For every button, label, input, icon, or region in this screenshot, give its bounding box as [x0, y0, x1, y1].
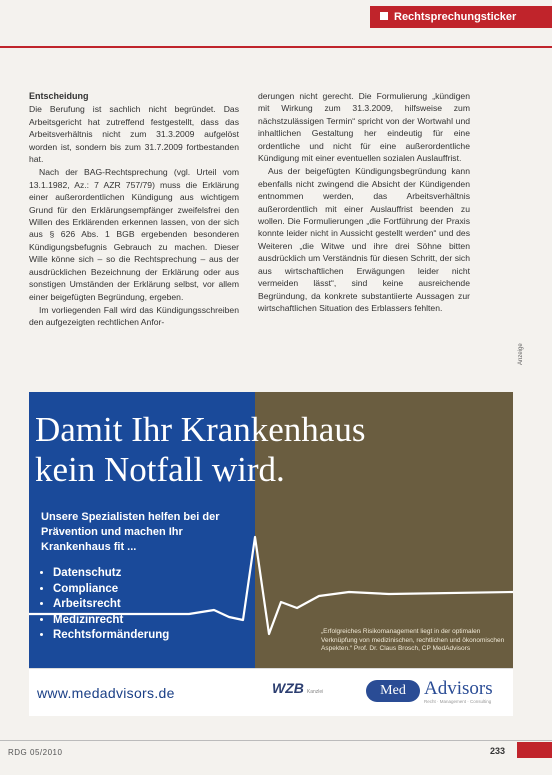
ad-quote: „Erfolgreiches Risikomanagement liegt in der optimalen Verknüpfung von medizinischen, rechtlichen und ökonomischen Aspekten.“ Prof. Dr. Claus Brosch, CP MedAdvisors: [321, 628, 505, 652]
issue-label: RDG 05/2010: [8, 748, 63, 757]
article-paragraph: Die Berufung ist sachlich nicht begründet. Das Arbeitsgericht hat zutreffend festgestellt, dass das Arbeitsverhältnis nicht zum 31.3.2009 aufgelöst worden ist, sondern bis zum 31.7.2009 fortbestanden hat.: [29, 104, 239, 165]
article-paragraph: Nach der BAG-Rechtsprechung (vgl. Urteil vom 13.1.1982, Az.: 7 AZR 757/79) muss die Erklärung einer außerordentlichen Kündigung aus wichtigem Grund für den Erklärungsempfänger zweifelsfrei den Willen des Erklärenden erkennen lassen, von der sich aus § 626 Abs. 1 BGB ergebenden besonderen Kündigungsbefugnis Gebrauch zu machen. Dieser Wille könne sich – so die Rechtsprechung – aus der ausdrücklichen Bezeichnung der Erklärung oder aus sonstigen Umständen der Erklärung selbst, vor allem einer beigefügten Begründung, ergeben.: [29, 167, 239, 302]
advertisement[interactable]: [29, 392, 513, 716]
brand-tagline: Recht · Management · Consulting: [424, 699, 492, 704]
wzb-logo-subtext: Kanzlei: [306, 689, 324, 695]
wzb-logo-text: WZB: [272, 680, 304, 696]
section-tag-label: Rechtsprechungsticker: [394, 11, 517, 23]
brand-pill: Med: [366, 680, 420, 702]
top-rule: [0, 46, 552, 48]
wzb-logo: [272, 680, 342, 704]
section-tag: [370, 6, 552, 28]
ad-service-item: • Datenschutz: [53, 566, 169, 582]
ad-headline: [29, 410, 513, 490]
article-paragraph: derungen nicht gerecht. Die Formulierung „kündigen mit Wirkung zum 31.3.2009, hilfsweise zum nächstzulässigen Termin“ spricht von der Wortwahl und inhaltlichen Gestaltung her eindeutig für eine ordentliche und nicht für eine außerordentliche Kündigung mit einer eventuellen sozialen Auslauffrist.: [258, 91, 470, 164]
top-bar: [0, 0, 552, 40]
footer-accent-bar: [517, 742, 552, 758]
brand-name: Advisors: [424, 678, 493, 699]
footer-rule: [0, 740, 552, 741]
ad-service-item: • Compliance: [53, 582, 169, 598]
article-column-right: [258, 90, 470, 315]
page-number: 233: [490, 746, 506, 756]
article-paragraph: Im vorliegenden Fall wird das Kündigungsschreiben den aufgezeigten rechtlichen Anfor-: [29, 304, 239, 328]
ad-service-item: • Medizinrecht: [53, 613, 169, 629]
article-paragraph: Aus der beigefügten Kündigungsbegründung kann ebenfalls nicht zwingend die Absicht der Kündigenden entnommen werden, das Arbeitsverhältnis außerordentlich mit einer Auslauffrist beenden zu wollen. Die Formulierungen „die Fortführung der Praxis konnte leider nicht in Aussicht gestellt werden“ und des Weiteren „die Witwe und ihre drei Söhne bitten ausdrücklich um Verständnis für diesen Schritt, der sich aus wirtschaftlichen Erwägungen leider nicht vermeiden lässt“, sind keine ausreichende Begründung, da konkrete substantiierte Aussagen zur wirtschaftlichen Situation des Erblassers fehlten.: [258, 166, 470, 313]
ad-service-item: • Arbeitsrecht: [53, 597, 169, 613]
ad-url-link[interactable]: www.medadvisors.de: [37, 685, 175, 701]
ad-headline-line: kein Notfall wird.: [35, 450, 285, 489]
ad-service-list: [37, 566, 169, 644]
medadvisors-logo: [366, 677, 509, 707]
ad-subtext: Unsere Spezialisten helfen bei der Prävention und machen Ihr Krankenhaus fit ...: [41, 511, 220, 553]
ad-label: Anzeige: [518, 343, 524, 365]
article-column-left: [29, 90, 239, 330]
ad-headline-line: Damit Ihr Krankenhaus: [35, 410, 366, 449]
ad-service-item: • Rechtsformänderung: [53, 628, 169, 644]
square-icon: [380, 12, 388, 20]
article-heading: Entscheidung: [29, 91, 89, 101]
